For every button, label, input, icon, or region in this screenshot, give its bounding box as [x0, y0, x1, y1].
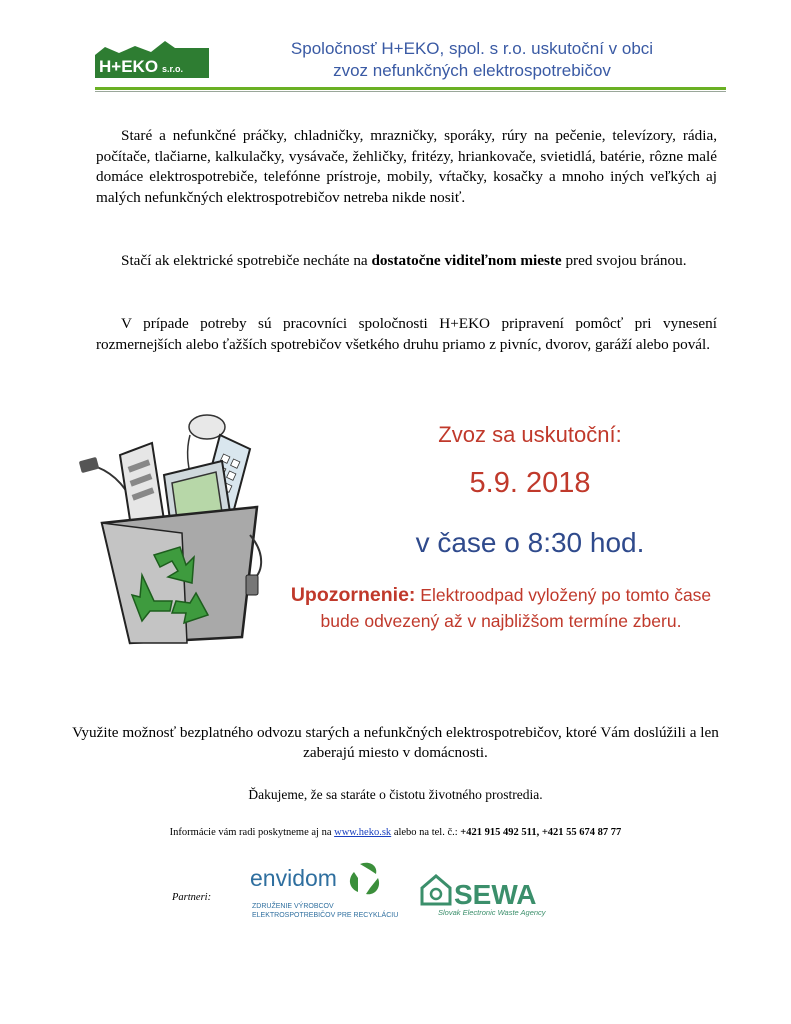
header-rule-shadow	[95, 91, 726, 92]
envidom-logo	[248, 858, 398, 928]
envidom-sub1: ZDRUŽENIE VÝROBCOV	[252, 903, 334, 910]
contact-phones: +421 915 492 511, +421 55 674 87 77	[460, 827, 622, 838]
paragraph-appliances	[96, 126, 717, 208]
header-line-1: Spoločnosť H+EKO, spol. s r.o. uskutoční v obci	[290, 39, 654, 58]
logo-text: H+EKO	[99, 57, 159, 76]
recycle-bin-illustration	[72, 405, 272, 645]
contact-middle: alebo na tel. č.:	[393, 827, 458, 838]
website-link[interactable]: www.heko.sk	[334, 827, 392, 838]
partners-label: Partneri:	[172, 892, 212, 903]
collection-date: 5.9. 2018	[469, 467, 591, 499]
heko-logo	[95, 38, 209, 78]
warning-title: Upozornenie:	[290, 584, 416, 606]
envidom-name: envidom	[250, 865, 337, 891]
paragraph-placement-bold: dostatočne viditeľnom mieste	[371, 252, 562, 269]
sewa-sub: Slovak Electronic Waste Agency	[438, 908, 546, 917]
paragraph-appliances-text: Staré a nefunkčné práčky, chladničky, mrazničky, sporáky, rúry na pečenie, televízory, rádia, počítače, tlačiarne, kalkulačky, vysávače, žehličky, fritézy, hriankovače, svietidlá, batérie, rôzne malé domáce elektrospotrebiče, telefónne prístroje, mobily, vŕtačky, kosačky a mnoho iných veľkých aj malých nefunkčných elektrospotrebičov netreba nikde nosiť.	[96, 127, 717, 206]
paragraph-help-text: V prípade potreby sú pracovníci spoločnosti H+EKO pripravení pomôcť pri vynesení rozmernejších alebo ťažších spotrebičov všetkého druhu priamo z pivníc, dvorov, garáží alebo povál.	[96, 315, 717, 353]
contact-before: Informácie vám radi poskytneme aj na	[169, 827, 332, 838]
header-line-2: zvoz nefunkčných elektrospotrebičov	[333, 61, 611, 80]
header-rule	[95, 87, 726, 90]
logo-sub: s.r.o.	[162, 64, 184, 74]
collection-label: Zvoz sa uskutoční:	[438, 422, 622, 447]
paragraph-help	[96, 314, 717, 355]
sewa-logo	[418, 866, 558, 918]
sewa-name: SEWA	[454, 879, 537, 910]
paragraph-placement-text: Stačí ak elektrické spotrebiče necháte na	[121, 252, 368, 269]
contact-line	[60, 827, 731, 838]
thanks-text: Ďakujeme, že sa staráte o čistotu životného prostredia.	[248, 787, 543, 802]
envidom-sub2: ELEKTROSPOTREBIČOV PRE RECYKLÁCIU	[252, 912, 398, 919]
warning-notice	[286, 582, 716, 634]
warning-text: Elektroodpad vyložený po tomto čase bude odvezený až v najbližšom termíne zberu.	[320, 585, 712, 631]
paragraph-placement	[96, 251, 717, 272]
closing-text: Využite možnosť bezplatného odvozu starých a nefunkčných elektrospotrebičov, ktoré Vám doslúžili a len zaberajú miesto v domácnosti.	[72, 724, 719, 761]
collection-time: v čase o 8:30 hod.	[415, 527, 645, 558]
paragraph-placement-end: pred svojou bránou.	[565, 252, 687, 269]
